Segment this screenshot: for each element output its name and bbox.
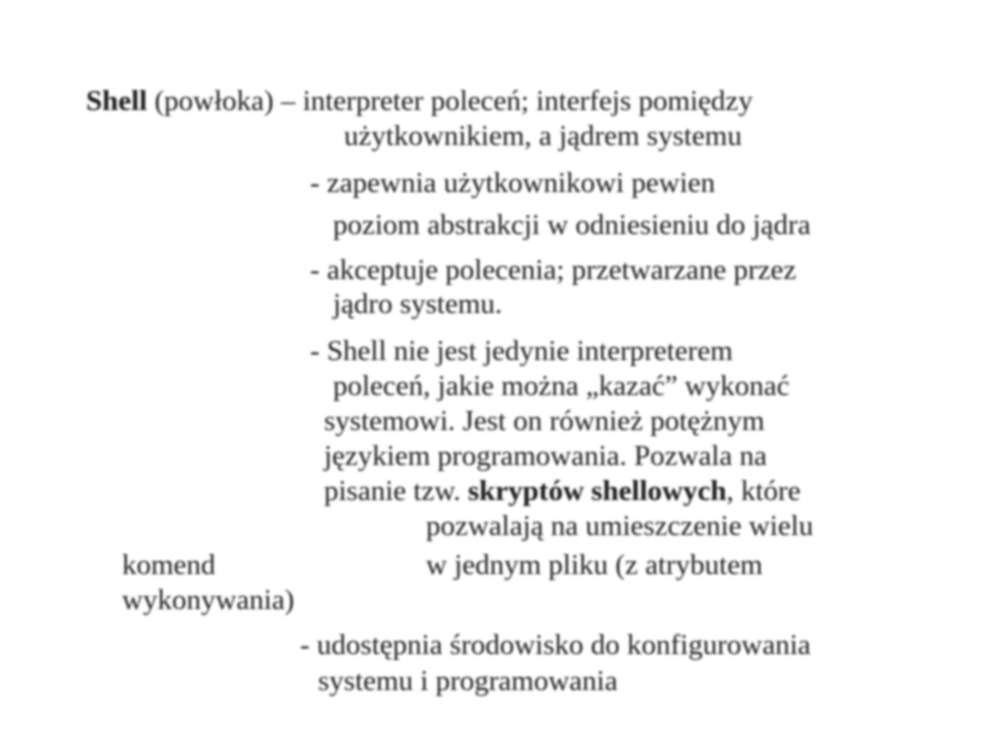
point-4-line-1: - udostępnia środowisko do konfigurowania	[300, 629, 811, 661]
point-1-line-1: - zapewnia użytkownikowi pewien	[310, 167, 716, 199]
point-3-line-5-prefix: pisanie tzw.	[324, 475, 468, 507]
point-2-line-2: jądro systemu.	[333, 288, 503, 320]
point-3-line-3: systemowi. Jest on również potężnym	[324, 405, 765, 437]
definition-text-1: interpreter poleceń; interfejs pomiędzy	[302, 85, 753, 117]
point-3-line-2: poleceń, jakie można „kazać” wykonać	[333, 370, 790, 402]
point-3-line-1: - Shell nie jest jedynie interpreterem	[310, 335, 733, 367]
point-3-line-5-suffix: , które	[726, 475, 801, 507]
term-note: (powłoka) –	[147, 85, 303, 117]
point-2-line-1: - akceptuje polecenia; przetwarzane przez	[310, 254, 797, 286]
term-shell: Shell	[86, 85, 148, 117]
point-1-line-2: poziom abstrakcji w odniesieniu do jądra	[333, 209, 811, 241]
definition-line-1	[86, 84, 753, 118]
point-3-line-7-right: w jednym pliku (z atrybutem	[426, 549, 763, 581]
definition-line-2: użytkownikiem, a jądrem systemu	[344, 120, 742, 152]
point-3-line-4: językiem programowania. Pozwala na	[324, 440, 767, 472]
point-3-line-7-left: komend	[122, 549, 216, 581]
point-3-line-5	[324, 474, 801, 508]
point-3-line-6: pozwalają na umieszczenie wielu	[426, 510, 814, 542]
point-3-line-8: wykonywania)	[122, 584, 295, 616]
point-4-line-2: systemu i programowania	[318, 665, 618, 697]
shell-scripts-term: skryptów shellowych	[467, 475, 727, 507]
